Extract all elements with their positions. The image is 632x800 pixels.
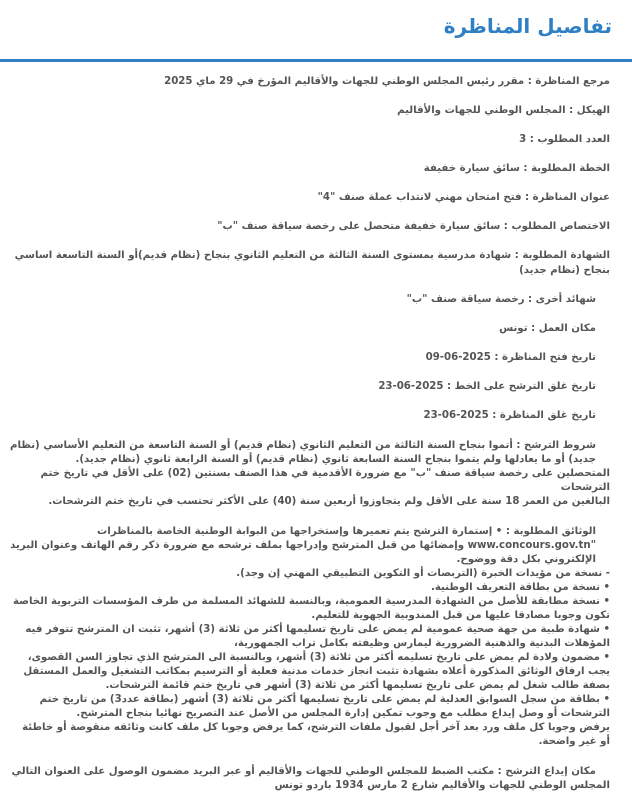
header-divider [0, 59, 632, 62]
documents-line: يرفض وجوبا كل ملف ورد بعد آخر أجل لقبول ملفات الترشح، كما يرفض وجوبا كل ملف كانت وثائقه منقوصة أو خاطئة أو غير واضحة. [22, 722, 610, 747]
conditions-line: البالغين من العمر 18 سنة على الأقل ولم يتجاوزوا أربعين سنة (40) على الأكثر تحتسب في تاريخ ختم الترشحات. [48, 496, 610, 507]
documents-label: الوثائق المطلوبة [513, 526, 596, 537]
page-title: تفاصيل المناظرة [443, 14, 612, 38]
documents-line: الوثائق المطلوبة : • إستمارة الترشح يتم تعميرها وإستخراجها من البوابة الوطنية الخاصة بالمناظرات "www.concours.gov.tn وإمضائها من قبل المترشح وإدراجها بملف ترشحه مع ضرورة ذكر رقم الهاتف وعنوان البريد الإلكتروني بكل دقة ووضوح. [10, 526, 596, 565]
documents-line: • نسخة مطابقة للأصل من الشهادة المدرسية العمومية، وبالنسبة للشهائد المسلمة من طرف المؤسسات التربوية الخاصة تكون وجوبا مصادقا عليها من قبل المندوبية الجهوية للتعليم. [12, 596, 610, 621]
documents-line: • بطاقة من سجل السوابق العدلية لم يمض على تاريخ تسليمها أكثر من ثلاثة (3) أشهر (بطاقة عدد3) من تاريخ ختم الترشحات أو وصل إيداع مطلب مع وجوب تمكين إدارة المجلس من الأصل عند التصريح نهائيا بنجاح المترشح. [39, 694, 610, 719]
conditions-line: شروط الترشح : أتموا بنجاح السنة الثالثة من التعليم الثانوي (نظام قديم) أو السنة التاسعة من التعليم الأساسي (نظام جديد) أو ما يعادلها ولم يتموا بنجاح السنة السابعة ثانوي (نظام قديم) أو السنة الرابعة ثانوي (نظام جديد). [9, 440, 596, 465]
field-other-certificates: شهائد أخرى : رخصة سياقة صنف "ب" [406, 294, 596, 305]
field-specialty: الاختصاص المطلوب : سائق سيارة خفيفة متحصل على رخصة سياقة صنف "ب" [217, 221, 610, 232]
field-reference: مرجع المناظرة : مقرر رئيس المجلس الوطني للجهات والأقاليم المؤرخ في 29 ماي 2025 [164, 76, 610, 87]
conditions-section [10, 439, 610, 509]
field-count: العدد المطلوب : 3 [519, 134, 610, 145]
documents-line: • مضمون ولادة لم يمض على تاريخ تسليمه أكثر من ثلاثة (3) أشهر، وبالنسبة الى المترشح الذي تجاوز السن القصوى، يجب ارفاق الوثائق المذكورة أعلاه بشهادة تثبت انجاز خدمات مدنية فعلية أو الترسيم بمكاتب التشغيل والعمل المستقل بصفة طالب شغل لم يمض على تاريخ تسليمها أكثر من ثلاثة (3) أشهر في تاريخ ختم قائمة الترشحات. [23, 652, 610, 691]
submission-line: المجلس الوطني للجهات والأقاليم شارع 2 مارس 1934 باردو تونس [274, 780, 610, 791]
documents-section [10, 525, 610, 749]
page-header [0, 0, 632, 58]
field-contest-title: عنوان المناظرة : فتح امتحان مهني لانتداب عملة صنف "4" [317, 192, 610, 203]
documents-line: • شهادة طبية من جهة صحية عمومية لم يمض على تاريخ تسليمها أكثر من ثلاثة (3) أشهر، تثبت ان المترشح تتوفر فيه المؤهلات البدنية والذهنية الضرورية ليمارس وظيفته بكامل تراب الجمهورية، [25, 624, 610, 649]
field-position: الخطة المطلوبة : سائق سيارة خفيفة [423, 163, 610, 174]
conditions-label: شروط الترشح [524, 440, 596, 451]
submission-section [10, 765, 610, 793]
field-online-close-date: تاريخ غلق الترشح على الخط : 23-06-2025 [378, 381, 596, 392]
submission-line: مكان إيداع الترشح : مكتب الضبط للمجلس الوطني للجهات والأقاليم أو عبر البريد مضمون الوصول على العنوان التالي [11, 766, 596, 777]
submission-label: مكان إيداع الترشح [505, 766, 596, 777]
contest-details [0, 70, 632, 793]
documents-line: - نسخة من مؤيدات الخبرة (التربصات أو التكوين التطبيقي المهني إن وجد). [236, 568, 610, 579]
field-organization: الهيكل : المجلس الوطني للجهات والأقاليم [397, 105, 610, 116]
field-open-date: تاريخ فتح المناظرة : 09-06-2025 [425, 352, 596, 363]
field-workplace: مكان العمل : تونس [499, 323, 596, 334]
field-close-date: تاريخ غلق المناظرة : 23-06-2025 [423, 410, 596, 421]
documents-line: • نسخة من بطاقة التعريف الوطنية. [430, 582, 610, 593]
field-diploma: الشهادة المطلوبة : شهادة مدرسية بمستوى السنة الثالثة من التعليم الثانوي بنجاح (نظام قديم)أو السنة التاسعة اساسي بنجاح (نظام جديد) [14, 250, 610, 276]
conditions-line: المتحصلين على رخصة سياقة صنف "ب" مع ضرورة الأقدمية في هذا الصنف بسنتين (02) على الأقل في تاريخ ختم الترشحات [40, 468, 610, 493]
